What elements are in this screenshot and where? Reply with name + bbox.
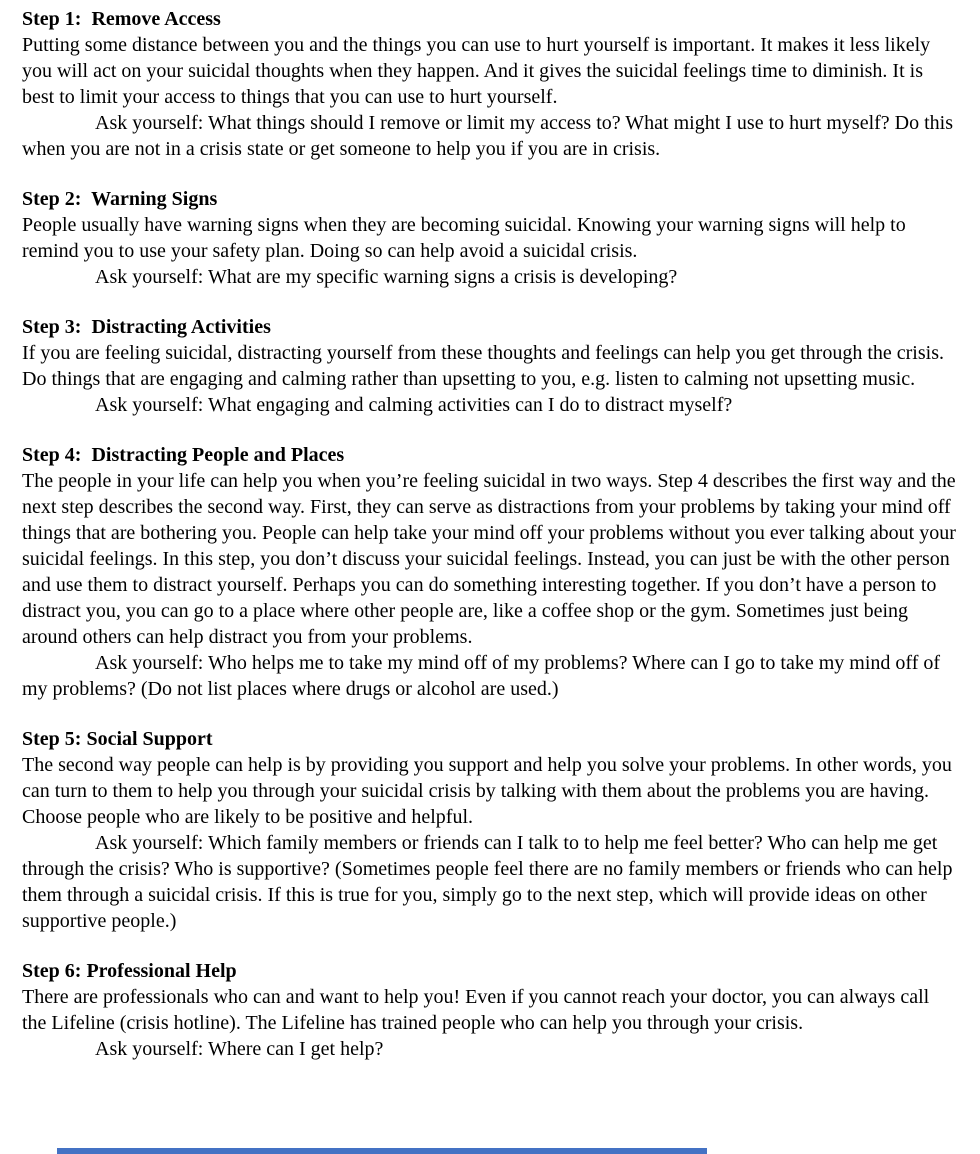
section-step-1 (22, 6, 958, 162)
step-6-ask: Ask yourself: Where can I get help? (95, 1038, 384, 1060)
step-2-heading: Step 2: Warning Signs (22, 188, 218, 210)
step-2-body: People usually have warning signs when they are becoming suicidal. Knowing your warning signs will help to remind you to use your safety plan. Doing so can help avoid a suicidal crisis. (22, 214, 906, 262)
step-5-heading: Step 5: Social Support (22, 728, 213, 750)
section-step-2 (22, 186, 958, 290)
step-3-heading: Step 3: Distracting Activities (22, 316, 271, 338)
step-5-ask: Ask yourself: Which family members or friends can I talk to to help me feel better? Who can help me get through the crisis? Who is supportive? (Sometimes people feel there are no family members or friends who can help them through a suicidal crisis. If this is true for you, simply go to the next step, which will provide ideas on other supportive people.) (22, 832, 953, 932)
step-1-body: Putting some distance between you and the things you can use to hurt yourself is important. It makes it less likely you will act on your suicidal thoughts when they happen. And it gives the suicidal feelings time to diminish. It is best to limit your access to things that you can use to hurt yourself. (22, 34, 931, 108)
step-1-ask: Ask yourself: What things should I remove or limit my access to? What might I use to hurt myself? Do this when you are not in a crisis state or get someone to help you if you are in crisis. (22, 112, 954, 160)
step-4-ask: Ask yourself: Who helps me to take my mind off of my problems? Where can I go to take my mind off of my problems? (Do not list places where drugs or alcohol are used.) (22, 652, 941, 700)
step-5-body: The second way people can help is by providing you support and help you solve your problems. In other words, you can turn to them to help you through your suicidal crisis by talking with them about the problems you are having. Choose people who are likely to be positive and helpful. (22, 754, 952, 828)
section-step-6 (22, 958, 958, 1062)
step-3-body: If you are feeling suicidal, distracting yourself from these thoughts and feelings can help you get through the crisis. Do things that are engaging and calming rather than upsetting to you, e.g. listen to calming not upsetting music. (22, 342, 944, 390)
step-3-ask: Ask yourself: What engaging and calming activities can I do to distract myself? (95, 394, 733, 416)
section-step-3 (22, 314, 958, 418)
step-4-heading: Step 4: Distracting People and Places (22, 444, 345, 466)
step-6-heading: Step 6: Professional Help (22, 960, 237, 982)
step-6-body: There are professionals who can and want to help you! Even if you cannot reach your doctor, you can always call the Lifeline (crisis hotline). The Lifeline has trained people who can help you through your crisis. (22, 986, 930, 1034)
step-1-heading: Step 1: Remove Access (22, 8, 221, 30)
section-step-5 (22, 726, 958, 934)
step-2-ask: Ask yourself: What are my specific warning signs a crisis is developing? (95, 266, 678, 288)
step-4-body: The people in your life can help you when you’re feeling suicidal in two ways. Step 4 describes the first way and the next step describes the second way. First, they can serve as distractions from your problems by taking your mind off things that are bothering you. People can help take your mind off your problems without you ever talking about your suicidal feelings. In this step, you don’t discuss your suicidal feelings. Instead, you can just be with the other person and use them to distract yourself. Perhaps you can do something interesting together. If you don’t have a person to distract you, you can go to a place where other people are, like a coffee shop or the gym. Sometimes just being around others can help distract you from your problems. (22, 470, 956, 648)
section-step-4 (22, 442, 958, 702)
cutoff-table-top-edge (57, 1148, 707, 1154)
